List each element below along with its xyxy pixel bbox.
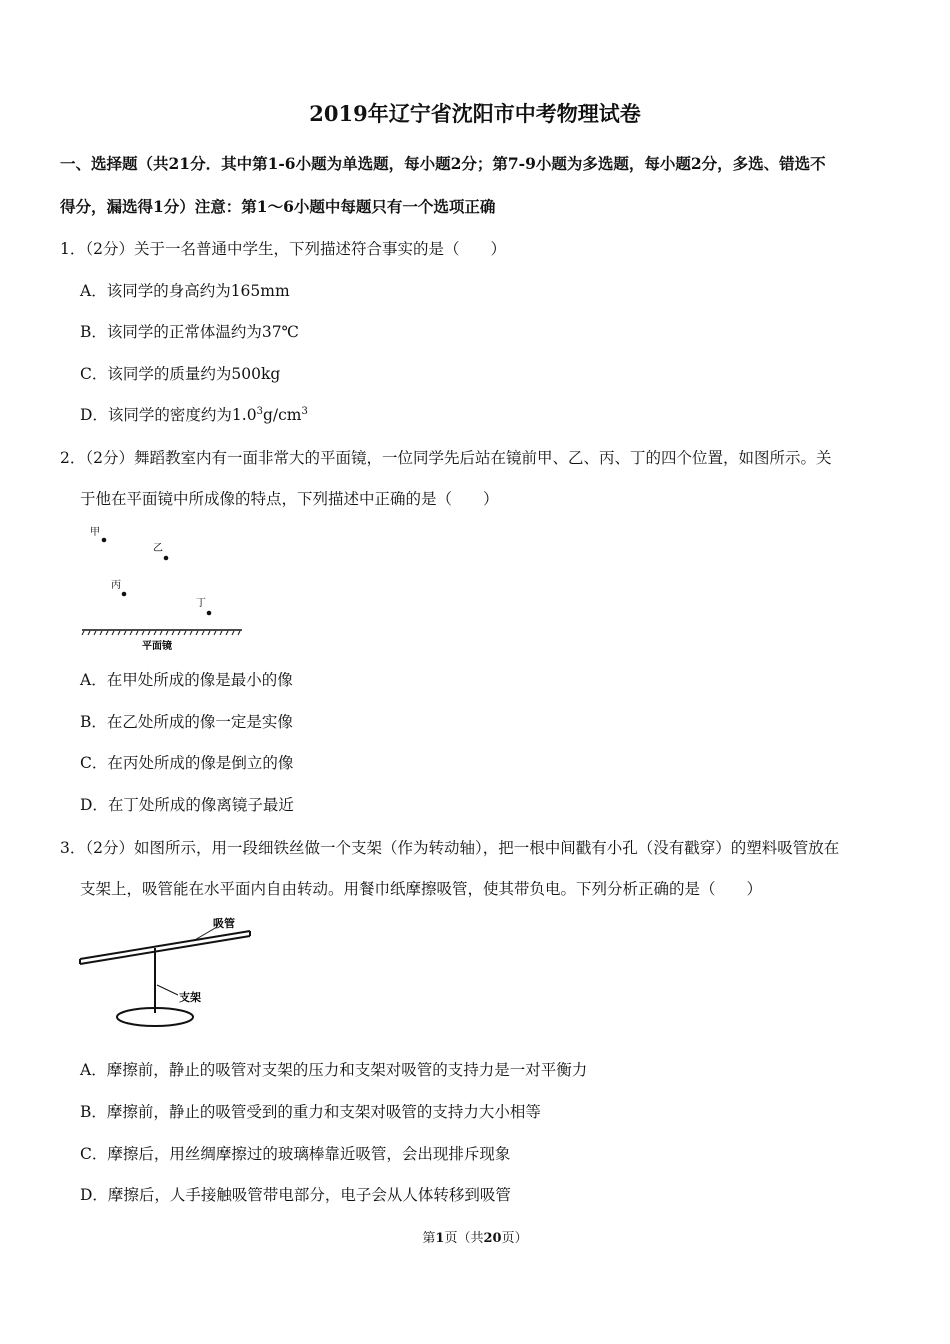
footer-total-pages: 20 (483, 1231, 502, 1246)
q2-option-a: A．在甲处所成的像是最小的像 (80, 671, 293, 689)
position-bing-dot (122, 592, 127, 597)
q2-option-c: C．在丙处所成的像是倒立的像 (80, 754, 294, 772)
fig-label-stand: 支架 (179, 991, 201, 1004)
q1-option-d-sup2: 3 (301, 405, 308, 417)
q1-option-b: B．该同学的正常体温约为37℃ (80, 323, 299, 341)
position-jia-dot (102, 538, 107, 543)
q3-option-c: C．摩擦后，用丝绸摩擦过的玻璃棒靠近吸管，会出现排斥现象 (80, 1145, 511, 1163)
q2-stem-line2: 于他在平面镜中所成像的特点，下列描述中正确的是（ ） (80, 490, 499, 508)
straw-tube (80, 931, 250, 964)
fig-label-ding: 丁 (196, 598, 206, 609)
footer-pre: 第 (422, 1231, 436, 1246)
position-yi-dot (164, 556, 169, 561)
q1-stem: 1．（2分）关于一名普通中学生，下列描述符合事实的是（ ） (60, 240, 506, 258)
wire-stand (117, 948, 193, 1026)
footer-post: 页） (501, 1231, 528, 1246)
q2-option-b: B．在乙处所成的像一定是实像 (80, 713, 293, 731)
q3-stem-line1: 3．（2分）如图所示，用一段细铁丝做一个支架（作为转动轴），把一根中间戳有小孔（没有戳穿）的塑料吸管放在 (60, 839, 840, 857)
section-heading-line2: 得分，漏选得1分）注意：第1～6小题中每题只有一个选项正确 (60, 197, 496, 216)
footer-page-number: 1 (435, 1231, 445, 1246)
q1-option-d-text: D．该同学的密度约为1.0 (80, 406, 257, 424)
q3-stem-line2: 支架上，吸管能在水平面内自由转动。用餐巾纸摩擦吸管，使其带负电。下列分析正确的是（ ） (80, 880, 763, 898)
mirror-figure (80, 518, 250, 653)
section-heading-line1: 一、选择题（共21分．其中第1-6小题为单选题，每小题2分；第7-9小题为多选题，每小题2分，多选、错选不 (60, 154, 826, 173)
fig-label-jia: 甲 (90, 527, 100, 538)
fig-label-yi: 乙 (153, 543, 163, 554)
mirror-surface (82, 630, 242, 635)
q2-option-d: D．在丁处所成的像离镜子最近 (80, 796, 294, 814)
footer-mid: 页（共 (444, 1231, 484, 1246)
straw-figure (75, 915, 255, 1035)
page-title: 2019年辽宁省沈阳市中考物理试卷 (309, 101, 641, 126)
q1-option-a: A．该同学的身高约为165mm (80, 282, 290, 300)
q1-option-c: C．该同学的质量约为500kg (80, 365, 281, 383)
fig-label-straw: 吸管 (213, 917, 235, 930)
fig-label-mirror: 平面镜 (142, 641, 172, 652)
q1-option-d-unit: g/cm (262, 406, 302, 424)
q3-option-a: A．摩擦前，静止的吸管对支架的压力和支架对吸管的支持力是一对平衡力 (80, 1061, 588, 1079)
page-footer (0, 1227, 950, 1246)
q1-option-d-sup1: 3 (256, 405, 263, 417)
q3-option-b: B．摩擦前，静止的吸管受到的重力和支架对吸管的支持力大小相等 (80, 1103, 541, 1121)
q1-option-d (80, 403, 308, 425)
position-ding-dot (207, 611, 212, 616)
q2-stem-line1: 2．（2分）舞蹈教室内有一面非常大的平面镜，一位同学先后站在镜前甲、乙、丙、丁的四个位置，如图所示。关 (60, 449, 832, 467)
fig-label-bing: 丙 (111, 580, 121, 591)
q3-option-d: D．摩擦后，人手接触吸管带电部分，电子会从人体转移到吸管 (80, 1186, 511, 1204)
